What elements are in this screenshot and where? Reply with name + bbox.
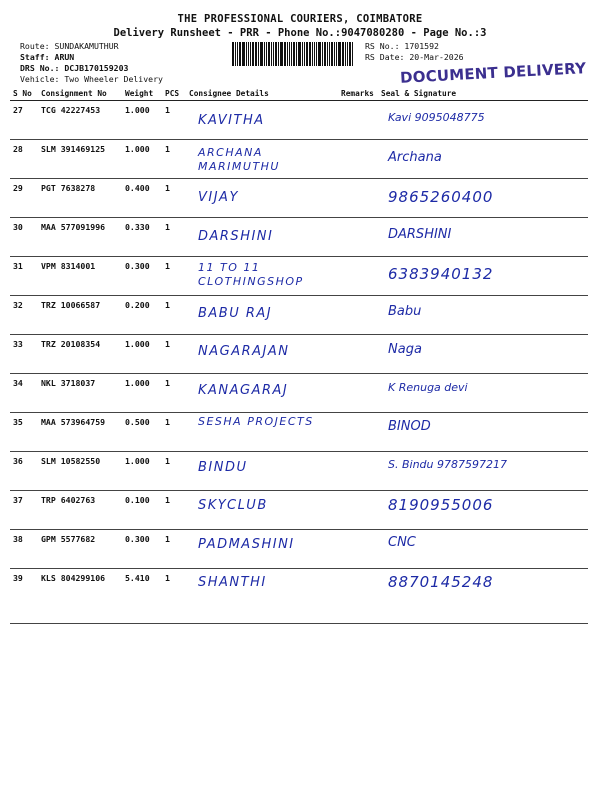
cell-remarks-blank (338, 491, 378, 530)
cell-remarks-blank (338, 374, 378, 413)
table-row (10, 335, 588, 374)
consignee-handwritten: PADMASHINI (198, 536, 295, 552)
signature-handwritten: K Renuga devi (388, 380, 468, 394)
table-header-row (10, 87, 588, 101)
table-row (10, 101, 588, 140)
cell-pcs: 1 (162, 335, 186, 374)
barcode (232, 42, 360, 66)
cell-sno: 30 (10, 218, 38, 257)
cell-pcs: 1 (162, 179, 186, 218)
cell-consignment-no: GPM 5577682 (38, 530, 122, 569)
cell-pcs: 1 (162, 491, 186, 530)
cell-pcs: 1 (162, 374, 186, 413)
cell-pcs: 1 (162, 257, 186, 296)
signature-handwritten: Archana (388, 149, 442, 165)
signature-handwritten: 8190955006 (388, 496, 494, 514)
cell-weight: 0.400 (122, 179, 162, 218)
cell-sno: 34 (10, 374, 38, 413)
consignee-handwritten: DARSHINI (198, 228, 274, 244)
cell-sno: 29 (10, 179, 38, 218)
route-label: Route: SUNDAKAMUTHUR (20, 41, 119, 51)
cell-pcs: 1 (162, 140, 186, 179)
col-consignee: Consignee Details (186, 87, 338, 101)
cell-consignment-no: SLM 10582550 (38, 452, 122, 491)
table-row (10, 491, 588, 530)
meta-right (365, 41, 464, 63)
cell-consignment-no: TRP 6402763 (38, 491, 122, 530)
cell-weight: 1.000 (122, 374, 162, 413)
col-remarks: Remarks (338, 87, 378, 101)
cell-weight: 0.300 (122, 257, 162, 296)
cell-sno: 39 (10, 569, 38, 624)
cell-pcs: 1 (162, 569, 186, 624)
cell-pcs: 1 (162, 452, 186, 491)
cell-weight: 0.330 (122, 218, 162, 257)
col-consignment: Consignment No (38, 87, 122, 101)
cell-pcs: 1 (162, 218, 186, 257)
signature-handwritten: Kavi 9095048775 (388, 111, 485, 124)
cell-consignment-no: NKL 3718037 (38, 374, 122, 413)
cell-remarks-blank (338, 179, 378, 218)
document-title: THE PROFESSIONAL COURIERS, COIMBATORE (177, 13, 423, 25)
table-row (10, 218, 588, 257)
cell-sno: 32 (10, 296, 38, 335)
signature-handwritten: Naga (388, 342, 422, 357)
cell-remarks-blank (338, 218, 378, 257)
consignee-handwritten: SKYCLUB (198, 498, 268, 513)
cell-pcs: 1 (162, 101, 186, 140)
consignee-handwritten: SHANTHI (198, 575, 267, 590)
col-signature: Seal & Signature (378, 87, 588, 101)
staff-value: ARUN (54, 52, 75, 62)
document-delivery-stamp: DOCUMENT DELIVERY (399, 59, 587, 87)
cell-remarks-blank (338, 569, 378, 624)
cell-consignment-no: KLS 804299106 (38, 569, 122, 624)
cell-weight: 0.300 (122, 530, 162, 569)
cell-weight: 0.100 (122, 491, 162, 530)
table-row (10, 569, 588, 624)
cell-remarks-blank (338, 335, 378, 374)
cell-weight: 1.000 (122, 452, 162, 491)
cell-remarks-blank (338, 530, 378, 569)
meta-left (20, 41, 163, 85)
col-sno: S No (10, 87, 38, 101)
vehicle-label: Vehicle: Two Wheeler Delivery (20, 74, 163, 84)
consignee-handwritten: ARCHANA MARIMUTHU (198, 145, 280, 173)
cell-consignment-no: TRZ 20108354 (38, 335, 122, 374)
document-subtitle: Delivery Runsheet - PRR - Phone No.:9047080280 - Page No.:3 (113, 27, 487, 39)
cell-consignment-no: VPM 8314001 (38, 257, 122, 296)
cell-consignment-no: SLM 391469125 (38, 140, 122, 179)
cell-consignment-no: TCG 42227453 (38, 101, 122, 140)
consignee-handwritten: SESHA PROJECTS (198, 415, 314, 428)
cell-sno: 28 (10, 140, 38, 179)
signature-handwritten: 9865260400 (388, 188, 494, 206)
col-weight: Weight (122, 87, 162, 101)
signature-handwritten: 6383940132 (388, 265, 494, 283)
col-pcs: PCS (162, 87, 186, 101)
cell-weight: 5.410 (122, 569, 162, 624)
cell-pcs: 1 (162, 530, 186, 569)
cell-consignment-no: MAA 573964759 (38, 413, 122, 452)
drs-label: DRS No.: (20, 63, 60, 73)
table-row (10, 530, 588, 569)
signature-handwritten: S. Bindu 9787597217 (388, 457, 507, 471)
cell-sno: 35 (10, 413, 38, 452)
drs-value: DCJB170159203 (64, 63, 129, 73)
cell-weight: 0.200 (122, 296, 162, 335)
cell-sno: 31 (10, 257, 38, 296)
cell-pcs: 1 (162, 296, 186, 335)
cell-remarks-blank (338, 452, 378, 491)
signature-handwritten: Babu (388, 303, 422, 319)
cell-weight: 1.000 (122, 335, 162, 374)
cell-sno: 27 (10, 101, 38, 140)
cell-consignment-no: PGT 7638278 (38, 179, 122, 218)
consignee-handwritten: 11 TO 11 CLOTHINGSHOP (198, 261, 304, 288)
cell-consignment-no: MAA 577091996 (38, 218, 122, 257)
drs-row (20, 63, 163, 74)
signature-handwritten: 8870145248 (388, 573, 494, 591)
consignee-handwritten: BABU RAJ (198, 305, 273, 321)
cell-weight: 0.500 (122, 413, 162, 452)
rs-date: RS Date: 20-Mar-2026 (365, 52, 464, 62)
signature-handwritten: BINOD (388, 419, 431, 434)
cell-sno: 37 (10, 491, 38, 530)
table-row (10, 374, 588, 413)
table-row (10, 296, 588, 335)
cell-sno: 38 (10, 530, 38, 569)
cell-weight: 1.000 (122, 140, 162, 179)
cell-sno: 36 (10, 452, 38, 491)
rs-number: RS No.: 1701592 (365, 41, 439, 51)
consignee-handwritten: KANAGARAJ (198, 382, 289, 398)
cell-weight: 1.000 (122, 101, 162, 140)
cell-remarks-blank (338, 296, 378, 335)
consignee-handwritten: BINDU (198, 459, 248, 475)
signature-handwritten: CNC (388, 534, 416, 550)
cell-sno: 33 (10, 335, 38, 374)
consignee-handwritten: NAGARAJAN (198, 344, 290, 359)
table-row (10, 179, 588, 218)
consignee-handwritten: KAVITHA (198, 113, 265, 128)
cell-remarks-blank (338, 101, 378, 140)
consignee-handwritten: VIJAY (198, 190, 239, 205)
staff-row (20, 52, 163, 63)
staff-label: Staff: (20, 52, 50, 62)
cell-consignment-no: TRZ 10066587 (38, 296, 122, 335)
cell-pcs: 1 (162, 413, 186, 452)
signature-handwritten: DARSHINI (388, 226, 452, 242)
